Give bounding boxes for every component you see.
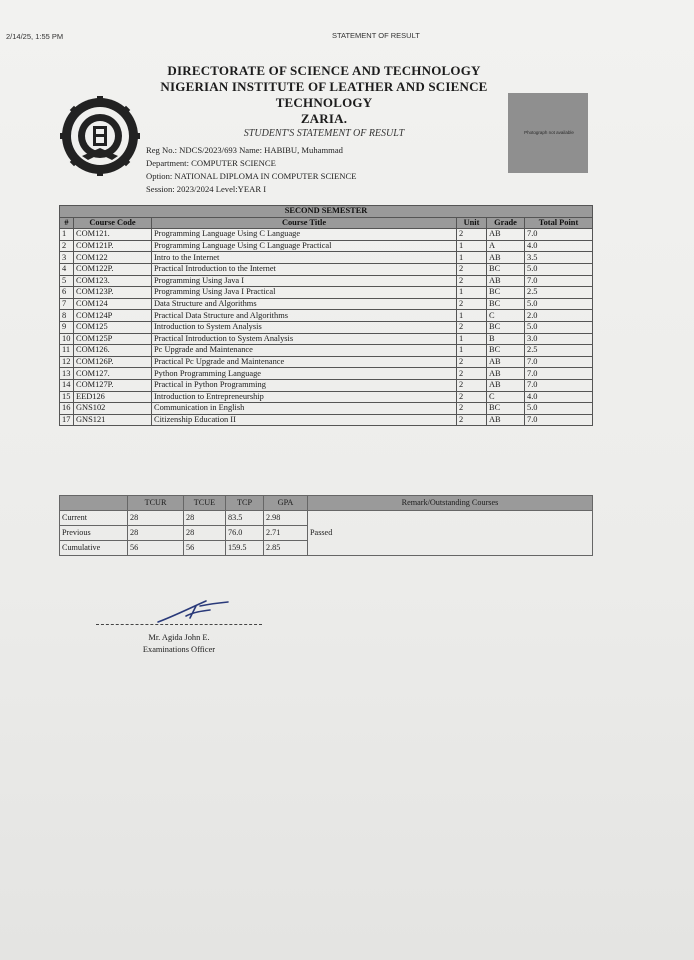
table-row xyxy=(60,287,593,299)
course-total-point: 4.0 xyxy=(525,391,593,403)
course-unit: 2 xyxy=(457,229,487,241)
institution-logo-icon xyxy=(60,96,140,176)
course-total-point: 5.0 xyxy=(525,321,593,333)
table-row xyxy=(60,321,593,333)
course-unit: 2 xyxy=(457,414,487,426)
semester-label: SECOND SEMESTER xyxy=(60,206,593,218)
course-code: COM125 xyxy=(74,321,152,333)
col-num: # xyxy=(60,217,74,229)
course-unit: 1 xyxy=(457,310,487,322)
course-title: Programming Using Java I xyxy=(152,275,457,287)
course-title: Introduction to Entrepreneurship xyxy=(152,391,457,403)
col-unit: Unit xyxy=(457,217,487,229)
summary-blank-header xyxy=(60,496,128,511)
institution-line-2: NIGERIAN INSTITUTE OF LEATHER AND SCIENCE xyxy=(160,79,488,94)
course-grade: AB xyxy=(487,275,525,287)
course-title: Programming Using Java I Practical xyxy=(152,287,457,299)
department: Department: COMPUTER SCIENCE xyxy=(146,158,276,168)
photo-placeholder xyxy=(508,93,588,173)
course-code: COM121. xyxy=(74,229,152,241)
course-unit: 2 xyxy=(457,403,487,415)
course-total-point: 2.0 xyxy=(525,310,593,322)
course-grade: AB xyxy=(487,379,525,391)
print-datetime: 2/14/25, 1:55 PM xyxy=(6,32,64,41)
course-total-point: 3.5 xyxy=(525,252,593,264)
course-title: Intro to the Internet xyxy=(152,252,457,264)
course-total-point: 7.0 xyxy=(525,379,593,391)
table-row xyxy=(60,275,593,287)
course-total-point: 7.0 xyxy=(525,275,593,287)
reg-and-name: Reg No.: NDCS/2023/693 Name: HABIBU, Muhammad xyxy=(146,145,343,155)
course-code: COM121P. xyxy=(74,240,152,252)
row-number: 3 xyxy=(60,252,74,264)
course-grade: AB xyxy=(487,414,525,426)
course-title: Programming Language Using C Language xyxy=(152,229,457,241)
course-unit: 2 xyxy=(457,379,487,391)
table-row xyxy=(60,379,593,391)
course-grade: C xyxy=(487,310,525,322)
course-title: Data Structure and Algorithms xyxy=(152,298,457,310)
table-row xyxy=(60,414,593,426)
course-unit: 1 xyxy=(457,240,487,252)
summary-gpa: 2.98 xyxy=(264,511,308,526)
summary-col-remark: Remark/Outstanding Courses xyxy=(308,496,593,511)
summary-table xyxy=(59,495,593,556)
row-number: 1 xyxy=(60,229,74,241)
course-grade: BC xyxy=(487,298,525,310)
summary-tcur: 28 xyxy=(128,511,184,526)
table-row xyxy=(60,391,593,403)
row-number: 6 xyxy=(60,287,74,299)
course-title: Python Programming Language xyxy=(152,368,457,380)
course-unit: 2 xyxy=(457,263,487,275)
summary-row-current xyxy=(60,511,593,526)
course-title: Practical Introduction to System Analysis xyxy=(152,333,457,345)
course-code: COM126. xyxy=(74,345,152,357)
col-grade: Grade xyxy=(487,217,525,229)
row-number: 2 xyxy=(60,240,74,252)
col-total: Total Point xyxy=(525,217,593,229)
course-grade: BC xyxy=(487,403,525,415)
course-title: Practical in Python Programming xyxy=(152,379,457,391)
course-unit: 2 xyxy=(457,275,487,287)
course-code: COM126P. xyxy=(74,356,152,368)
row-number: 9 xyxy=(60,321,74,333)
course-grade: BC xyxy=(487,345,525,357)
course-grade: BC xyxy=(487,321,525,333)
summary-label: Current xyxy=(60,511,128,526)
table-row xyxy=(60,310,593,322)
course-grade: AB xyxy=(487,356,525,368)
summary-tcp: 83.5 xyxy=(226,511,264,526)
course-title: Practical Data Structure and Algorithms xyxy=(152,310,457,322)
course-unit: 2 xyxy=(457,321,487,333)
course-title: Pc Upgrade and Maintenance xyxy=(152,345,457,357)
course-code: COM124 xyxy=(74,298,152,310)
course-grade: AB xyxy=(487,229,525,241)
summary-tcp: 76.0 xyxy=(226,526,264,541)
table-row xyxy=(60,333,593,345)
signature-line xyxy=(96,624,262,625)
summary-col-tcp: TCP xyxy=(226,496,264,511)
table-row xyxy=(60,229,593,241)
course-code: COM124P xyxy=(74,310,152,322)
table-row xyxy=(60,298,593,310)
statement-subtitle: STUDENT'S STATEMENT OF RESULT xyxy=(243,128,405,139)
summary-tcue: 56 xyxy=(184,541,226,556)
row-number: 11 xyxy=(60,345,74,357)
course-title: Practical Pc Upgrade and Maintenance xyxy=(152,356,457,368)
course-total-point: 5.0 xyxy=(525,263,593,275)
row-number: 4 xyxy=(60,263,74,275)
courses-table xyxy=(59,205,593,426)
row-number: 8 xyxy=(60,310,74,322)
row-number: 10 xyxy=(60,333,74,345)
course-total-point: 7.0 xyxy=(525,368,593,380)
signatory-name: Mr. Agida John E. xyxy=(148,633,210,642)
course-total-point: 3.0 xyxy=(525,333,593,345)
course-grade: AB xyxy=(487,252,525,264)
course-code: EED126 xyxy=(74,391,152,403)
col-code: Course Code xyxy=(74,217,152,229)
photo-placeholder-text: Photograph not available xyxy=(524,130,574,135)
course-code: COM127. xyxy=(74,368,152,380)
course-unit: 2 xyxy=(457,368,487,380)
table-row xyxy=(60,356,593,368)
signatory-title: Examinations Officer xyxy=(142,645,216,654)
summary-label: Cumulative xyxy=(60,541,128,556)
row-number: 12 xyxy=(60,356,74,368)
summary-tcp: 159.5 xyxy=(226,541,264,556)
print-title: STATEMENT OF RESULT xyxy=(332,31,420,40)
course-total-point: 2.5 xyxy=(525,287,593,299)
row-number: 13 xyxy=(60,368,74,380)
institution-line-3: TECHNOLOGY xyxy=(275,95,373,110)
table-row xyxy=(60,368,593,380)
course-code: GNS102 xyxy=(74,403,152,415)
summary-tcue: 28 xyxy=(184,511,226,526)
institution-line-4: ZARIA. xyxy=(300,111,348,126)
summary-gpa: 2.85 xyxy=(264,541,308,556)
row-number: 14 xyxy=(60,379,74,391)
signatory xyxy=(96,632,262,656)
course-unit: 1 xyxy=(457,287,487,299)
table-row xyxy=(60,345,593,357)
signature-icon xyxy=(150,596,240,626)
institution-line-1: DIRECTORATE OF SCIENCE AND TECHNOLOGY xyxy=(167,63,481,78)
table-row xyxy=(60,263,593,275)
course-grade: AB xyxy=(487,368,525,380)
course-code: GNS121 xyxy=(74,414,152,426)
row-number: 17 xyxy=(60,414,74,426)
course-title: Introduction to System Analysis xyxy=(152,321,457,333)
option: Option: NATIONAL DIPLOMA IN COMPUTER SCIENCE xyxy=(146,171,357,181)
summary-tcur: 56 xyxy=(128,541,184,556)
course-grade: C xyxy=(487,391,525,403)
session-level: Session: 2023/2024 Level:YEAR I xyxy=(146,184,267,194)
course-total-point: 2.5 xyxy=(525,345,593,357)
course-total-point: 5.0 xyxy=(525,403,593,415)
course-unit: 1 xyxy=(457,345,487,357)
course-unit: 1 xyxy=(457,252,487,264)
summary-gpa: 2.71 xyxy=(264,526,308,541)
course-grade: BC xyxy=(487,287,525,299)
course-title: Programming Language Using C Language Practical xyxy=(152,240,457,252)
row-number: 15 xyxy=(60,391,74,403)
course-total-point: 7.0 xyxy=(525,356,593,368)
course-code: COM122 xyxy=(74,252,152,264)
row-number: 7 xyxy=(60,298,74,310)
course-unit: 2 xyxy=(457,356,487,368)
summary-remark: Passed xyxy=(308,511,593,556)
table-row xyxy=(60,403,593,415)
course-title: Practical Introduction to the Internet xyxy=(152,263,457,275)
course-grade: BC xyxy=(487,263,525,275)
col-title: Course Title xyxy=(152,217,457,229)
summary-col-gpa: GPA xyxy=(264,496,308,511)
summary-col-tcur: TCUR xyxy=(128,496,184,511)
row-number: 5 xyxy=(60,275,74,287)
course-title: Communication in English xyxy=(152,403,457,415)
table-row xyxy=(60,240,593,252)
summary-col-tcue: TCUE xyxy=(184,496,226,511)
course-unit: 2 xyxy=(457,298,487,310)
course-title: Citizenship Education II xyxy=(152,414,457,426)
course-unit: 1 xyxy=(457,333,487,345)
course-grade: B xyxy=(487,333,525,345)
course-unit: 2 xyxy=(457,391,487,403)
course-code: COM125P xyxy=(74,333,152,345)
course-total-point: 7.0 xyxy=(525,414,593,426)
course-total-point: 4.0 xyxy=(525,240,593,252)
course-code: COM123P. xyxy=(74,287,152,299)
table-row xyxy=(60,252,593,264)
row-number: 16 xyxy=(60,403,74,415)
summary-tcur: 28 xyxy=(128,526,184,541)
course-code: COM122P. xyxy=(74,263,152,275)
course-total-point: 7.0 xyxy=(525,229,593,241)
summary-label: Previous xyxy=(60,526,128,541)
course-grade: A xyxy=(487,240,525,252)
summary-tcue: 28 xyxy=(184,526,226,541)
course-total-point: 5.0 xyxy=(525,298,593,310)
course-code: COM123. xyxy=(74,275,152,287)
course-code: COM127P. xyxy=(74,379,152,391)
courses-body xyxy=(60,229,593,426)
